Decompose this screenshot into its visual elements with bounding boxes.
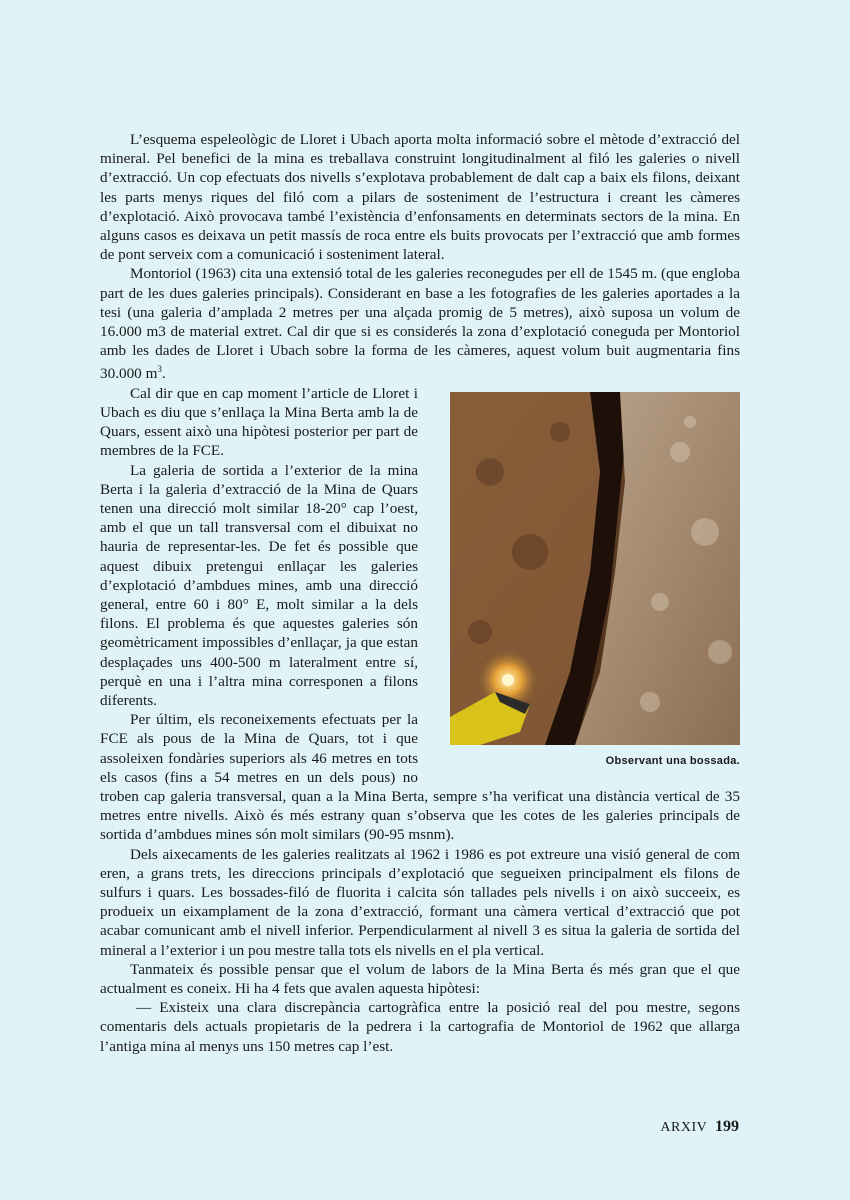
- cave-photo: [450, 392, 740, 745]
- article-body: [100, 130, 740, 1056]
- paragraph-end: .: [161, 365, 166, 383]
- paragraph: Cal dir que en cap moment l’article de Lloret i Ubach es diu que s’enllaça la Mina Berta amb la de Quars, essent això una hipòtesi posterior per part de membres de la FCE.: [100, 384, 418, 460]
- page-footer: [660, 1118, 739, 1136]
- superscript: 3: [157, 364, 162, 375]
- figure-caption: Observant una bossada.: [605, 754, 740, 767]
- paragraph: Per últim, els reconeixements efectuats per la FCE als pous de la Mina de Quars, tot i que assoleixen fondàries superiors als 46 metres en tots els casos (fins a 54 metres en un dels pous) no troben cap galeria transversal, quan a la Mina Berta, sempre s’ha verificat una distància vertical de 35 metres entre nivells. Això és més estrany quan s’observa que les cotes de les galeries principals de sortida d’ambdues mines són molt similars (90-95 msnm).: [100, 711, 740, 844]
- paragraph: [100, 264, 740, 383]
- paragraph: Dels aixecaments de les galeries realitzats al 1962 i 1986 es pot extreure una visió general de com eren, a grans trets, les direccions principals d’explotació que segueixen principalment els filons de sulfurs i quars. Les bossades-filó de fluorita i calcita són tallades pels nivells i on això succeeix, es produeix un eixamplament de la zona d’extracció, formant una càmera vertical d’extracció que pot acabar comunicant amb el nivell inferior. Perpendicularment al nivell 3 es situa la galeria de sortida del mineral a l’exterior i un pou mestre talla tots els nivells en el pla vertical.: [100, 845, 740, 959]
- paragraph: L’esquema espeleològic de Lloret i Ubach aporta molta informació sobre el mètode d’extracció del mineral. Pel benefici de la mina es treballava construint longitudinalment al filó les galeries o nivell d’extracció. Un cop efectuats dos nivells s’explotava probablement de dalt cap a baix els filons, deixant les parts menys riques del filó com a pilars de sosteniment de l’estructura i creant les càmeres d’explotació. Això provocava també l’existència d’enfonsaments en determinats sectors de la mina. En alguns casos es deixava un petit massís de roca entre els buits provocats per l’extracció que amb formes de pont serveix com a comunicació i sosteniment lateral.: [100, 131, 740, 264]
- paragraph: — Existeix una clara discrepància cartogràfica entre la posició real del pou mestre, segons comentaris dels actuals propietaris de la pedrera i la cartografia de Montoriol de 1962 que allarga l’antiga mina al menys uns 150 metres cap l’est.: [100, 999, 740, 1055]
- journal-name: ARXIV: [660, 1120, 708, 1135]
- paragraph-text: Montoriol (1963) cita una extensió total de les galeries reconegudes per ell de 1545 m. (que engloba part de les dues galeries principals). Considerant en base a les fotografies de les galeries aportades a la tesi (una galeria d’amplada 2 metres per una alçada promig de 5 metres), això suposa un volum de 16.000 m3 de material extret. Cal dir que si es considerés la zona d’explotació coneguda per Montoriol amb les dades de Lloret i Ubach sobre la forma de les càmeres, aquest volum buit augmentaria fins 30.000 m: [100, 265, 740, 383]
- paragraph: Tanmateix és possible pensar que el volum de labors de la Mina Berta és més gran que el que actualment es coneix. Hi ha 4 fets que avalen aquesta hipòtesi:: [100, 960, 740, 997]
- page-number: 199: [715, 1118, 739, 1135]
- photo-figure: [450, 392, 740, 767]
- paragraph: La galeria de sortida a l’exterior de la mina Berta i la galeria d’extracció de la Mina de Quars tenen una direcció molt similar 18-20° cap l’oest, amb el que un tall transversal com el dibuixat no hauria de representar-les. De fet és possible que aquest dibuix pretengui enllaçar les galeries d’explotació d’ambdues mines, amb una direcció general, entre 60 i 80° E, molt similar a la dels filons. El problema és que aquestes galeries són geomètricament impossibles d’enllaçar, ja que estan desplaçades uns 400-500 m lateralment entre sí, perquè en una i l’altra mina corresponen a filons diferents.: [100, 461, 418, 709]
